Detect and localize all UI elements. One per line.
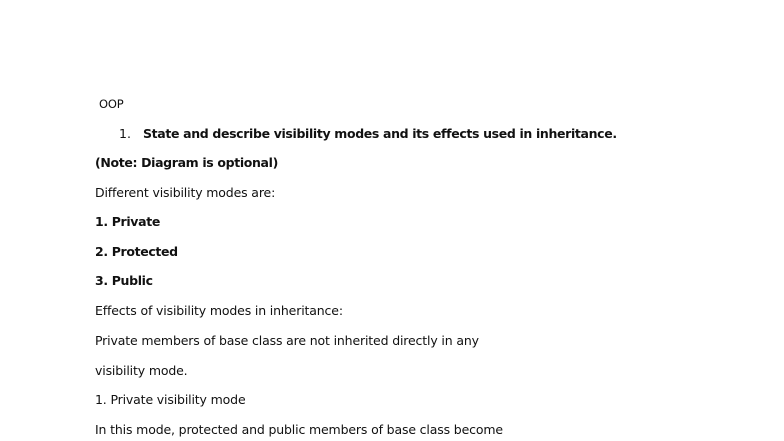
list-item-public: 3. Public	[95, 273, 153, 288]
document-header: OOP	[99, 97, 124, 111]
paragraph-private-mode-description: In this mode, protected and public members of base class become	[95, 422, 503, 437]
paragraph-visibility-modes: Different visibility modes are:	[95, 185, 276, 200]
paragraph-private-members-continued: visibility mode.	[95, 363, 188, 378]
paragraph-private-members: Private members of base class are not inherited directly in any	[95, 333, 479, 348]
note-text: (Note: Diagram is optional)	[95, 155, 278, 170]
paragraph-effects-heading: Effects of visibility modes in inheritance:	[95, 303, 343, 318]
subheading-private-visibility-mode: 1. Private visibility mode	[95, 392, 246, 407]
question-text: State and describe visibility modes and its effects used in inheritance.	[143, 126, 617, 141]
question-number: 1.	[119, 126, 131, 141]
list-item-protected: 2. Protected	[95, 244, 178, 259]
list-item-private: 1. Private	[95, 214, 160, 229]
